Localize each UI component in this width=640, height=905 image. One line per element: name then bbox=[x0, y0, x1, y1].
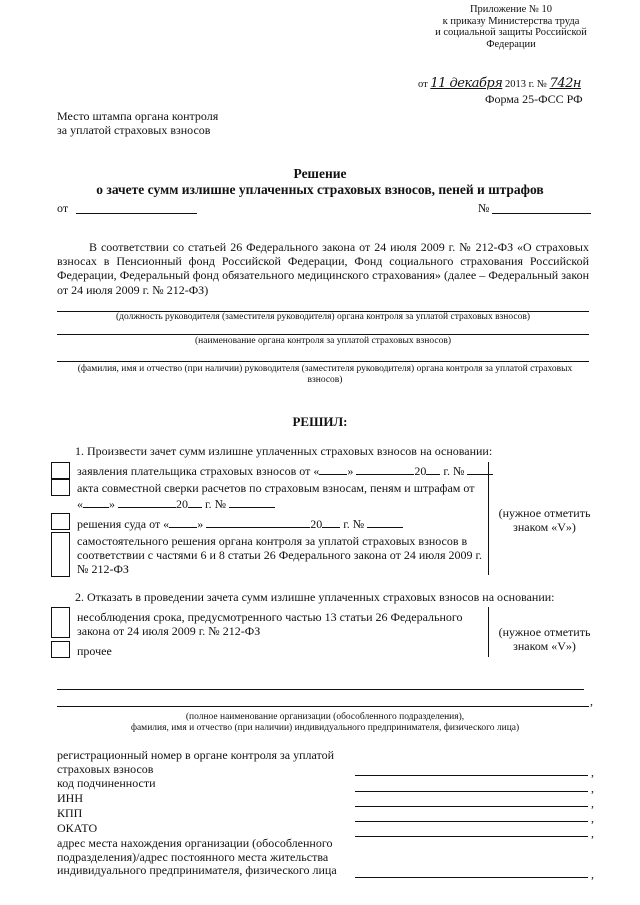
application-number-line[interactable] bbox=[467, 463, 493, 475]
appendix-date-line bbox=[418, 76, 628, 91]
act-day-line[interactable] bbox=[83, 496, 109, 508]
handwritten-date: 11 декабря bbox=[430, 76, 503, 91]
section1-note-line-2: знаком «V») bbox=[513, 520, 576, 534]
checkbox-other[interactable] bbox=[51, 641, 70, 658]
checkbox-self-decision[interactable] bbox=[51, 532, 70, 577]
address-comma: , bbox=[591, 867, 594, 881]
handwritten-number: 742н bbox=[549, 76, 581, 91]
checkbox-court-decision[interactable] bbox=[51, 513, 70, 530]
section2-note-line-1: (нужное отметить bbox=[498, 625, 591, 639]
okato-comma: , bbox=[591, 826, 594, 840]
checkbox-reconciliation-act[interactable] bbox=[51, 479, 70, 496]
decided-heading: РЕШИЛ: bbox=[292, 414, 348, 429]
application-year-line[interactable] bbox=[426, 463, 440, 475]
section2-mark-note bbox=[492, 625, 597, 653]
checkbox-deadline-violation[interactable] bbox=[51, 607, 70, 638]
reg-number-label-2: страховых взносов bbox=[57, 761, 154, 776]
act-quote-open: « bbox=[77, 497, 83, 511]
court-day-line[interactable] bbox=[169, 516, 197, 528]
court-label: решения суда от « bbox=[77, 517, 170, 531]
section2-note-line-2: знаком «V») bbox=[513, 639, 576, 653]
item-application-label: заявления плательщика страховых взносов от « bbox=[77, 464, 320, 478]
appendix-line-4: Федерации bbox=[486, 38, 536, 50]
court-year-line[interactable] bbox=[322, 516, 340, 528]
item-application-number-label: г. № bbox=[443, 464, 465, 478]
item-application-century: 20 bbox=[414, 464, 427, 478]
act-month-line[interactable] bbox=[118, 496, 176, 508]
subcode-label: код подчиненности bbox=[57, 776, 156, 790]
fio-caption: (фамилия, имя и отчество (при наличии) руководителя (заместителя руководителя) органа контроля за уплатой страховых взносов) bbox=[77, 364, 573, 385]
item-court-decision bbox=[77, 516, 403, 531]
act-quote-close: » bbox=[109, 497, 115, 511]
item-reconciliation-act: акта совместной сверки расчетов по страховым взносам, пеням и штрафам от bbox=[77, 481, 475, 495]
inn-label: ИНН bbox=[57, 791, 83, 805]
org-name-line-1[interactable] bbox=[57, 689, 584, 690]
stamp-line-1: Место штампа органа контроля bbox=[57, 109, 219, 123]
org-name-line-2[interactable] bbox=[57, 706, 589, 707]
kpp-label: КПП bbox=[57, 806, 83, 820]
section1-mark-note bbox=[492, 506, 597, 534]
address-label-2: подразделения)/адрес постоянного места жительства bbox=[57, 849, 329, 864]
court-month-line[interactable] bbox=[206, 516, 310, 528]
section1-heading: 1. Произвести зачет сумм излишне уплаченных страховых взносов на основании: bbox=[75, 444, 493, 458]
form-code: Форма 25-ФСС РФ bbox=[485, 92, 583, 106]
item-application bbox=[77, 463, 493, 478]
reg-number-label bbox=[57, 749, 334, 776]
court-number-label: г. № bbox=[343, 517, 365, 531]
stamp-line-2: за уплатой страховых взносов bbox=[57, 123, 211, 137]
number-label: № bbox=[478, 201, 490, 215]
fio-field-line[interactable] bbox=[57, 361, 589, 362]
okato-label: ОКАТО bbox=[57, 821, 98, 835]
item-application-quote: » bbox=[347, 464, 354, 478]
org-full-caption bbox=[70, 712, 580, 734]
item-reconciliation-act-date bbox=[77, 496, 275, 511]
item-deadline-violation-1: несоблюдения срока, предусмотренного частью 13 статьи 26 Федерального bbox=[77, 610, 463, 624]
section1-bracket bbox=[488, 462, 489, 575]
item-self-decision-2: соответствии с частями 6 и 8 статьи 26 Федерального закона от 24 июля 2009 г. bbox=[77, 548, 483, 562]
subcode-comma: , bbox=[591, 781, 594, 795]
appendix-block bbox=[396, 4, 626, 50]
act-number-line[interactable] bbox=[229, 496, 275, 508]
application-day-line[interactable] bbox=[319, 463, 347, 475]
section2-bracket bbox=[488, 607, 489, 657]
act-year-line[interactable] bbox=[188, 496, 202, 508]
appendix-line-2: к приказу Министерства труда bbox=[442, 15, 580, 27]
date-field-line[interactable] bbox=[76, 213, 197, 214]
item-deadline-violation-2: закона от 24 июля 2009 г. № 212-ФЗ bbox=[77, 624, 261, 638]
kpp-comma: , bbox=[591, 811, 594, 825]
address-label-1: адрес места нахождения организации (обособленного bbox=[57, 836, 333, 850]
checkbox-application[interactable] bbox=[51, 462, 70, 479]
application-month-line[interactable] bbox=[356, 463, 414, 475]
item-self-decision-3: № 212-ФЗ bbox=[77, 562, 129, 576]
act-century: 20 bbox=[176, 497, 188, 511]
reg-number-line[interactable] bbox=[355, 775, 588, 776]
okato-line[interactable] bbox=[355, 836, 588, 837]
item-other: прочее bbox=[77, 644, 112, 658]
organ-field-line[interactable] bbox=[57, 334, 589, 335]
kpp-line[interactable] bbox=[355, 821, 588, 822]
document-title: Решение bbox=[293, 166, 347, 181]
from-label: от bbox=[57, 201, 69, 215]
item-self-decision-1: самостоятельного решения органа контроля за уплатой страховых взносов в bbox=[77, 534, 468, 548]
org-full-caption-1: (полное наименование организации (обособленного подразделения), bbox=[185, 712, 465, 722]
address-label-3: индивидуального предпринимателя, физического лица bbox=[57, 863, 337, 877]
reg-number-comma: , bbox=[591, 765, 594, 779]
section2-heading: 2. Отказать в проведении зачета сумм излишне уплаченных страховых взносов на основании: bbox=[75, 590, 555, 604]
number-field-line[interactable] bbox=[492, 213, 591, 214]
appendix-line-3: и социальной защиты Российской bbox=[435, 27, 587, 39]
subcode-line[interactable] bbox=[355, 791, 588, 792]
inn-comma: , bbox=[591, 796, 594, 810]
section1-note-line-1: (нужное отметить bbox=[498, 506, 591, 520]
appendix-year: 2013 г. № bbox=[504, 79, 547, 90]
court-quote-close: » bbox=[197, 517, 204, 531]
stamp-placeholder bbox=[57, 109, 218, 137]
document-subtitle: о зачете сумм излишне уплаченных страховых взносов, пеней и штрафов bbox=[96, 182, 544, 197]
appendix-date-prefix: от bbox=[418, 79, 428, 90]
preamble-paragraph: В соответствии со статьей 26 Федерального закона от 24 июля 2009 г. № 212-ФЗ «О страховых взносах в Пенсионный фонд Российской Федерации, Фонд социального страхования Российской Федерации, Федеральный фонд обязательного медицинского страхования» (далее – Федеральный закон от 24 июля 2009 г. № 212-ФЗ) bbox=[57, 240, 589, 297]
inn-line[interactable] bbox=[355, 806, 588, 807]
court-number-line[interactable] bbox=[367, 516, 403, 528]
position-caption: (должность руководителя (заместителя руководителя) органа контроля за уплатой страховых взносов) bbox=[115, 312, 530, 322]
org-full-caption-2: фамилия, имя и отчество (при наличии) индивидуального предпринимателя, физического лица) bbox=[130, 723, 520, 733]
address-label bbox=[57, 837, 337, 878]
court-century: 20 bbox=[310, 517, 323, 531]
appendix-line-1: Приложение № 10 bbox=[469, 4, 553, 15]
org-name-comma: , bbox=[590, 694, 593, 708]
address-line[interactable] bbox=[355, 877, 588, 878]
reg-number-label-1: регистрационный номер в органе контроля за уплатой bbox=[57, 748, 335, 762]
organ-caption: (наименование органа контроля за уплатой страховых взносов) bbox=[195, 336, 451, 346]
act-number-label: г. № bbox=[205, 497, 227, 511]
